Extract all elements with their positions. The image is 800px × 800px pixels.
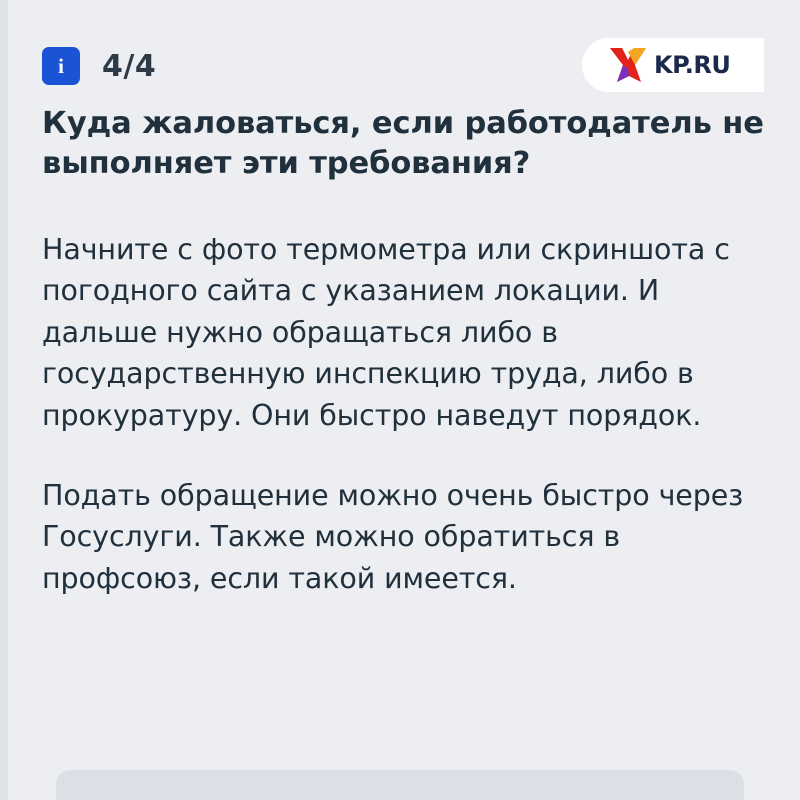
kp-star-icon <box>608 46 648 84</box>
slide-counter: 4/4 <box>102 48 157 84</box>
card-content <box>42 104 766 599</box>
left-accent-stripe <box>0 0 8 800</box>
info-icon <box>42 47 80 85</box>
body-paragraph-1: Начните с фото термометра или скриншота с погодного сайта с указанием локации. И дальше нужно обращаться либо в государственную инспекцию труда, либо в прокуратуру. Они быстро наведут порядок. <box>42 232 730 432</box>
kp-logo-text: KP.RU <box>654 51 731 79</box>
next-card-peek <box>56 770 744 800</box>
kp-logo[interactable] <box>582 38 764 92</box>
page-title: Куда жаловаться, если работодатель не выполняет эти требования? <box>42 106 764 182</box>
body-paragraph-2: Подать обращение можно очень быстро через Госуслуги. Также можно обратиться в профсоюз, если такой имеется. <box>42 478 744 595</box>
info-icon-glyph: i <box>58 53 64 78</box>
card-header <box>42 38 772 94</box>
